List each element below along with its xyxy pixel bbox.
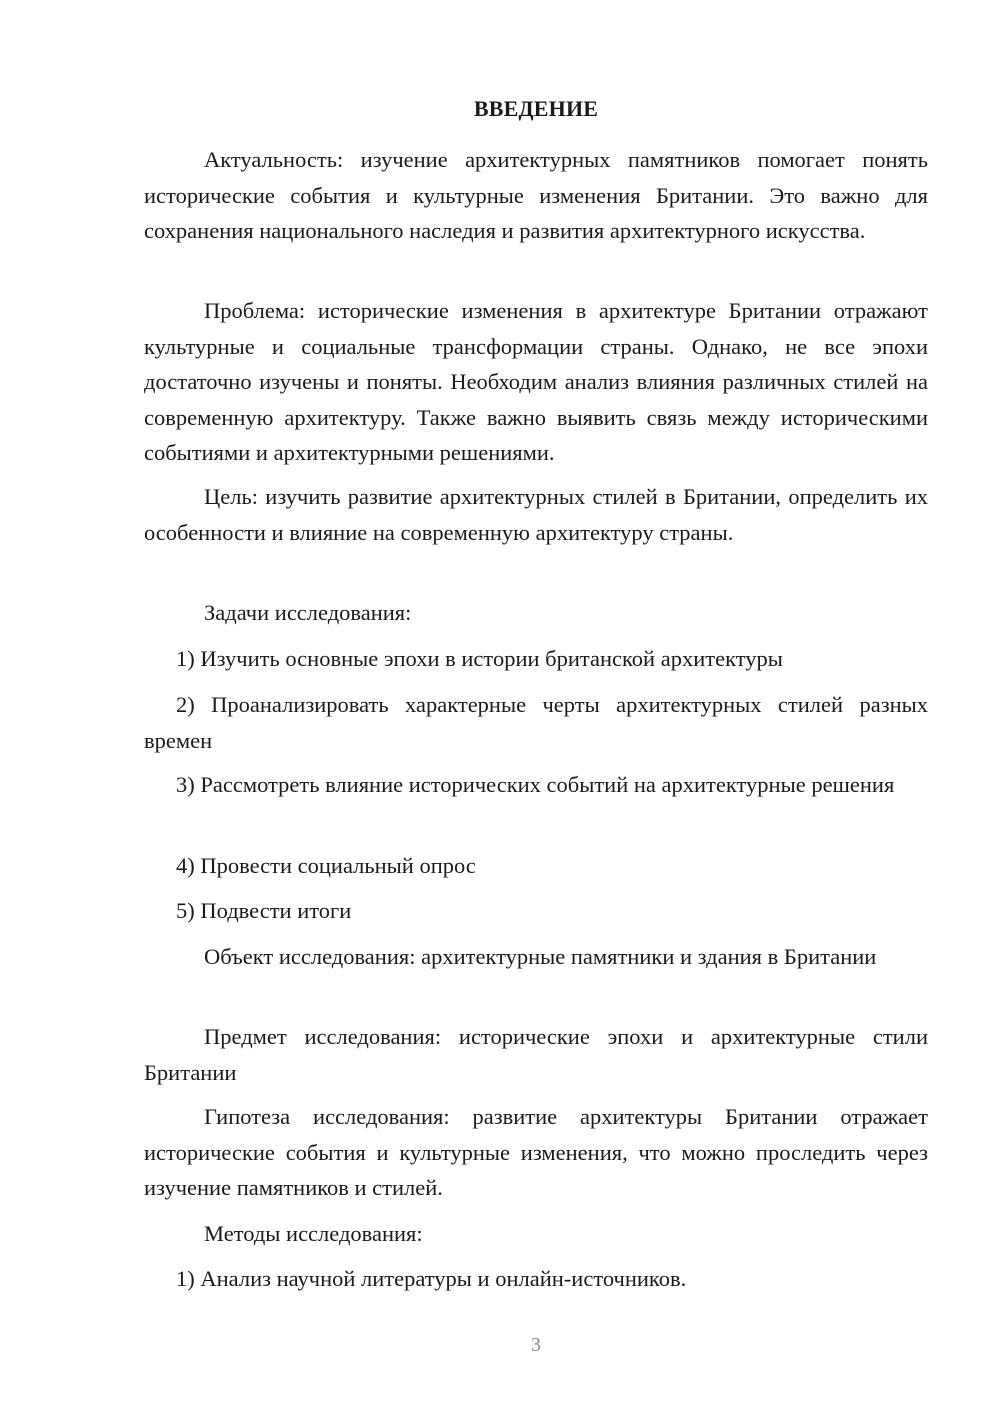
paragraph-relevance: Актуальность: изучение архитектурных памятников помогает понять исторические события и культурные изменения Британии. Это важно для сохранения национального наследия и развития архитектурного искусства. <box>144 147 928 243</box>
paragraph-goal: Цель: изучить развитие архитектурных стилей в Британии, определить их особенности и влияние на современную архитектуру страны. <box>144 484 928 545</box>
paragraph-object: Объект исследования: архитектурные памятники и здания в Британии <box>204 944 877 969</box>
paragraph-subject: Предмет исследования: исторические эпохи и архитектурные стили Британии <box>144 1024 928 1085</box>
method-item-1: 1) Анализ научной литературы и онлайн-источников. <box>176 1266 687 1291</box>
paragraph-methods-heading: Методы исследования: <box>204 1221 423 1246</box>
paragraph-hypothesis: Гипотеза исследования: развитие архитектуры Британии отражает исторические события и культурные изменения, что можно проследить через изучение памятников и стилей. <box>144 1104 928 1200</box>
task-item-3: 3) Рассмотреть влияние исторических событий на архитектурные решения <box>176 772 895 797</box>
task-item-5: 5) Подвести итоги <box>176 898 352 923</box>
section-title: ВВЕДЕНИЕ <box>473 96 599 121</box>
task-item-1: 1) Изучить основные эпохи в истории британской архитектуры <box>176 646 783 671</box>
task-item-4: 4) Провести социальный опрос <box>176 853 476 878</box>
page-number: 3 <box>531 1334 541 1356</box>
paragraph-problem: Проблема: исторические изменения в архитектуре Британии отражают культурные и социальные трансформации страны. Однако, не все эпохи достаточно изучены и поняты. Необходим анализ влияния различных стилей на современную архитектуру. Также важно выявить связь между историческими событиями и архитектурными решениями. <box>144 298 928 465</box>
task-item-2: 2) Проанализировать характерные черты архитектурных стилей разных времен <box>144 692 928 753</box>
paragraph-tasks-heading: Задачи исследования: <box>204 600 412 625</box>
